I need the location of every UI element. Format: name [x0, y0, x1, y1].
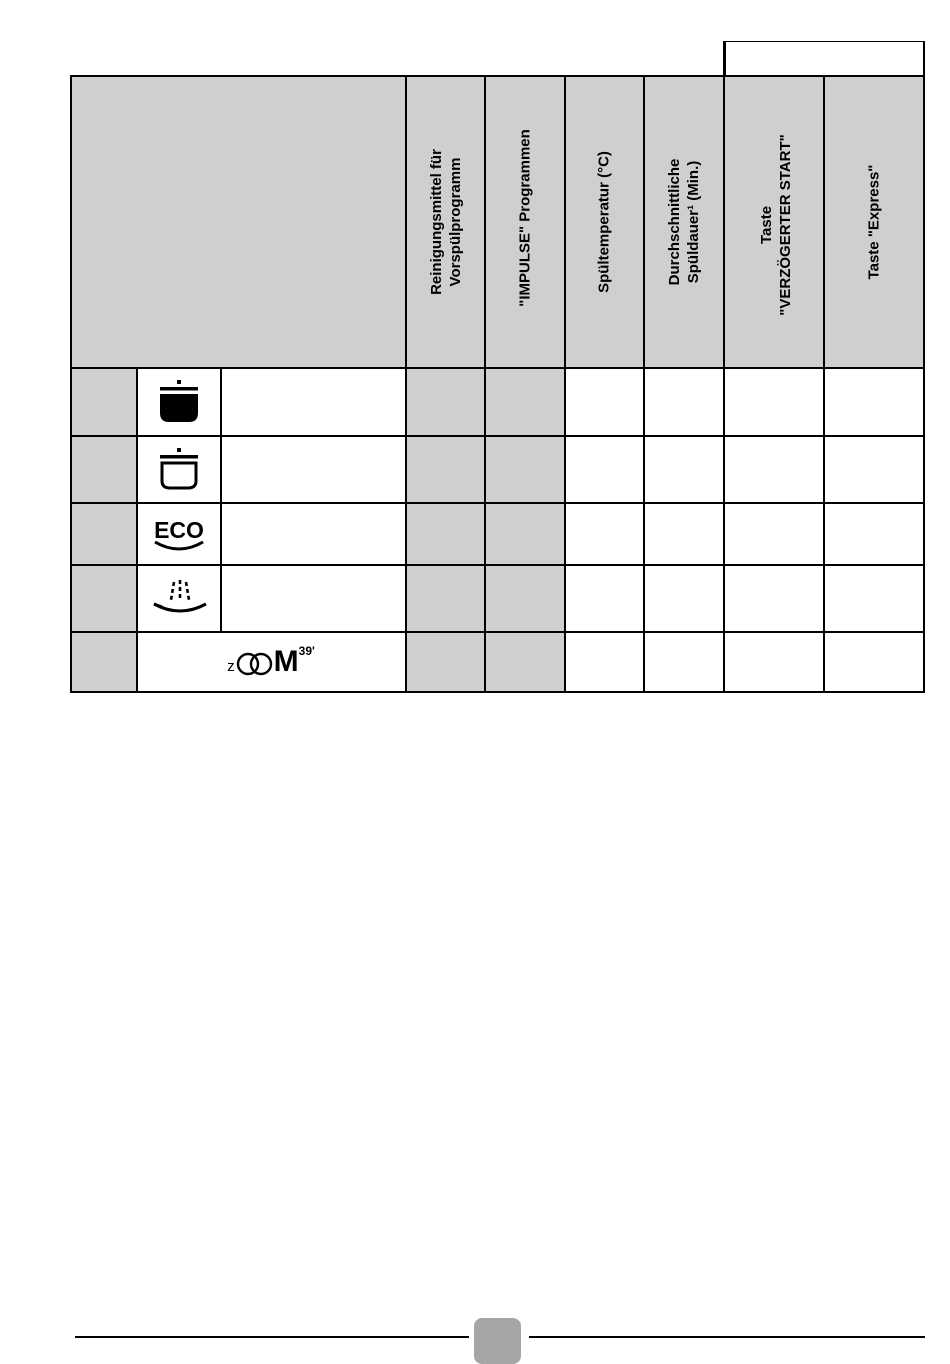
table-line	[484, 75, 486, 693]
pot-filled-icon	[157, 378, 201, 426]
header-average-duration: Durchschnittliche Spüldauer¹ (Min.)	[666, 158, 702, 286]
table-line	[643, 75, 645, 693]
eco-icon	[151, 512, 207, 556]
footer-line-left	[75, 1336, 469, 1338]
header-detergent-prewash: Reinigungsmittel für Vorspülprogramm	[428, 149, 464, 295]
table-line	[564, 75, 566, 693]
rinse-spray-icon	[150, 574, 210, 620]
header-express-button: Taste "Express"	[865, 164, 883, 280]
zoom-39-logo: z M $^{39'}$	[227, 644, 315, 678]
table-line	[70, 564, 925, 566]
footer-line-right	[529, 1336, 925, 1338]
table-line	[70, 75, 72, 693]
page-number-badge	[474, 1318, 521, 1364]
row-number-column-background	[71, 368, 136, 692]
header-wash-temperature: Spültemperatur (°C)	[595, 151, 613, 293]
table-line	[70, 502, 925, 504]
header-impulse-programs: "IMPULSE" Programmen	[516, 129, 534, 307]
table-line	[923, 41, 925, 693]
header-background	[71, 77, 924, 368]
pot-outline-icon	[157, 446, 201, 494]
header-top-box	[725, 41, 924, 76]
table-line	[220, 367, 222, 632]
svg-text:ECO: ECO	[154, 517, 204, 543]
table-line	[70, 367, 925, 369]
table-line	[823, 75, 825, 693]
impulse-column-background	[485, 368, 565, 692]
header-delay-start-button: Taste "VERZÖGERTER START"	[758, 134, 794, 316]
table-line	[723, 41, 725, 693]
detergent-column-background	[406, 368, 485, 692]
double-circle-icon	[236, 651, 274, 677]
table-line	[70, 75, 925, 77]
table-line	[405, 75, 407, 693]
table-line	[70, 435, 925, 437]
